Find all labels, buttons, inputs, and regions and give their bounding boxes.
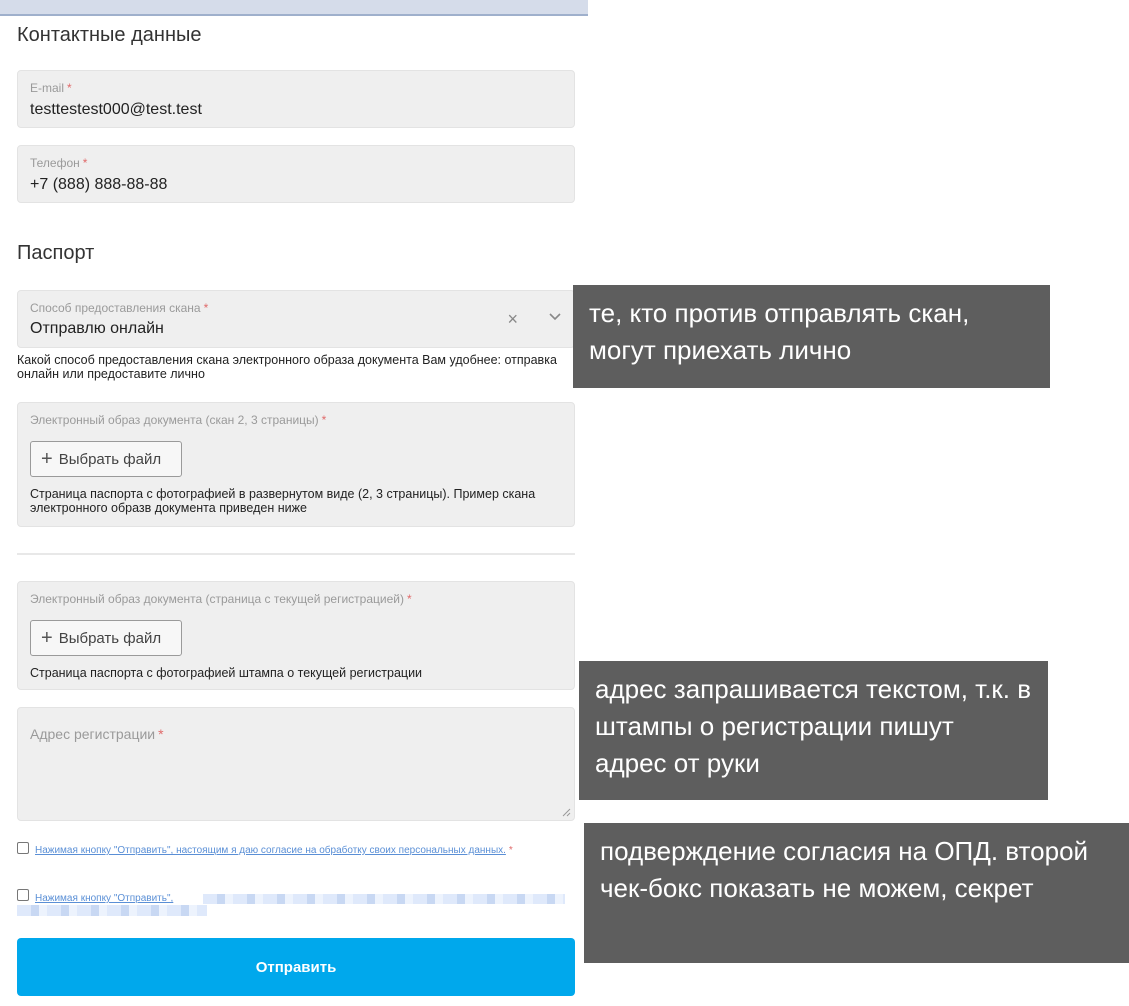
consent-text-2[interactable]: Нажимая кнопку "Отправить", — [35, 893, 174, 904]
choose-file-button[interactable]: + Выбрать файл — [30, 620, 182, 656]
redacted-text — [203, 894, 565, 904]
passport-section-title: Паспорт — [17, 242, 95, 264]
callout-consent: подверждение согласия на ОПД. второй чек-бокс показать не можем, секрет — [584, 823, 1129, 963]
scan-registration-label: Электронный образ документа (страница с текущей регистрацией) * — [30, 592, 412, 606]
choose-file-button[interactable]: + Выбрать файл — [30, 441, 182, 477]
consent-checkbox-2[interactable] — [17, 889, 29, 901]
address-textarea[interactable] — [17, 707, 575, 821]
resize-handle-icon[interactable] — [561, 807, 571, 817]
email-label: E-mail * — [30, 81, 72, 95]
chevron-down-icon[interactable] — [546, 307, 564, 325]
consent-text-1[interactable]: Нажимая кнопку "Отправить", настоящим я даю согласие на обработку своих персональных данных. * — [35, 845, 513, 856]
address-label: Адрес регистрации * — [30, 726, 164, 742]
scan-method-select[interactable] — [17, 290, 575, 348]
scan-pages-label: Электронный образ документа (скан 2, 3 страницы) * — [30, 413, 327, 427]
scan-method-value: Отправлю онлайн — [30, 320, 164, 337]
phone-label: Телефон * — [30, 156, 88, 170]
scan-method-hint: Какой способ предоставления скана электронного образа документа Вам удобнее: отправка онлайн или предоставите лично — [17, 353, 557, 381]
callout-address: адрес запрашивается текстом, т.к. в штампы о регистрации пишут адрес от руки — [579, 661, 1048, 800]
callout-scan: те, кто против отправлять скан, могут приехать лично — [573, 285, 1050, 388]
redacted-text — [17, 905, 207, 916]
phone-value[interactable]: +7 (888) 888-88-88 — [30, 176, 168, 193]
close-icon[interactable]: × — [507, 309, 518, 329]
phone-field[interactable] — [17, 145, 575, 203]
plus-icon: + — [41, 627, 53, 649]
submit-button[interactable]: Отправить — [17, 938, 575, 996]
consent-checkbox-1[interactable] — [17, 842, 29, 854]
scan-pages-upload — [17, 402, 575, 527]
email-value[interactable]: testtestest000@test.test — [30, 101, 202, 118]
divider — [17, 553, 575, 555]
top-bar — [0, 0, 588, 16]
scan-registration-upload — [17, 581, 575, 690]
email-field[interactable] — [17, 70, 575, 128]
scan-pages-hint: Страница паспорта с фотографией в развернутом виде (2, 3 страницы). Пример скана электронного образв документа приведен ниже — [30, 487, 536, 515]
plus-icon: + — [41, 448, 53, 470]
scan-registration-hint: Страница паспорта с фотографией штампа о текущей регистрации — [30, 666, 423, 680]
contacts-section-title: Контактные данные — [17, 24, 202, 46]
scan-method-label: Способ предоставления скана * — [30, 301, 209, 315]
